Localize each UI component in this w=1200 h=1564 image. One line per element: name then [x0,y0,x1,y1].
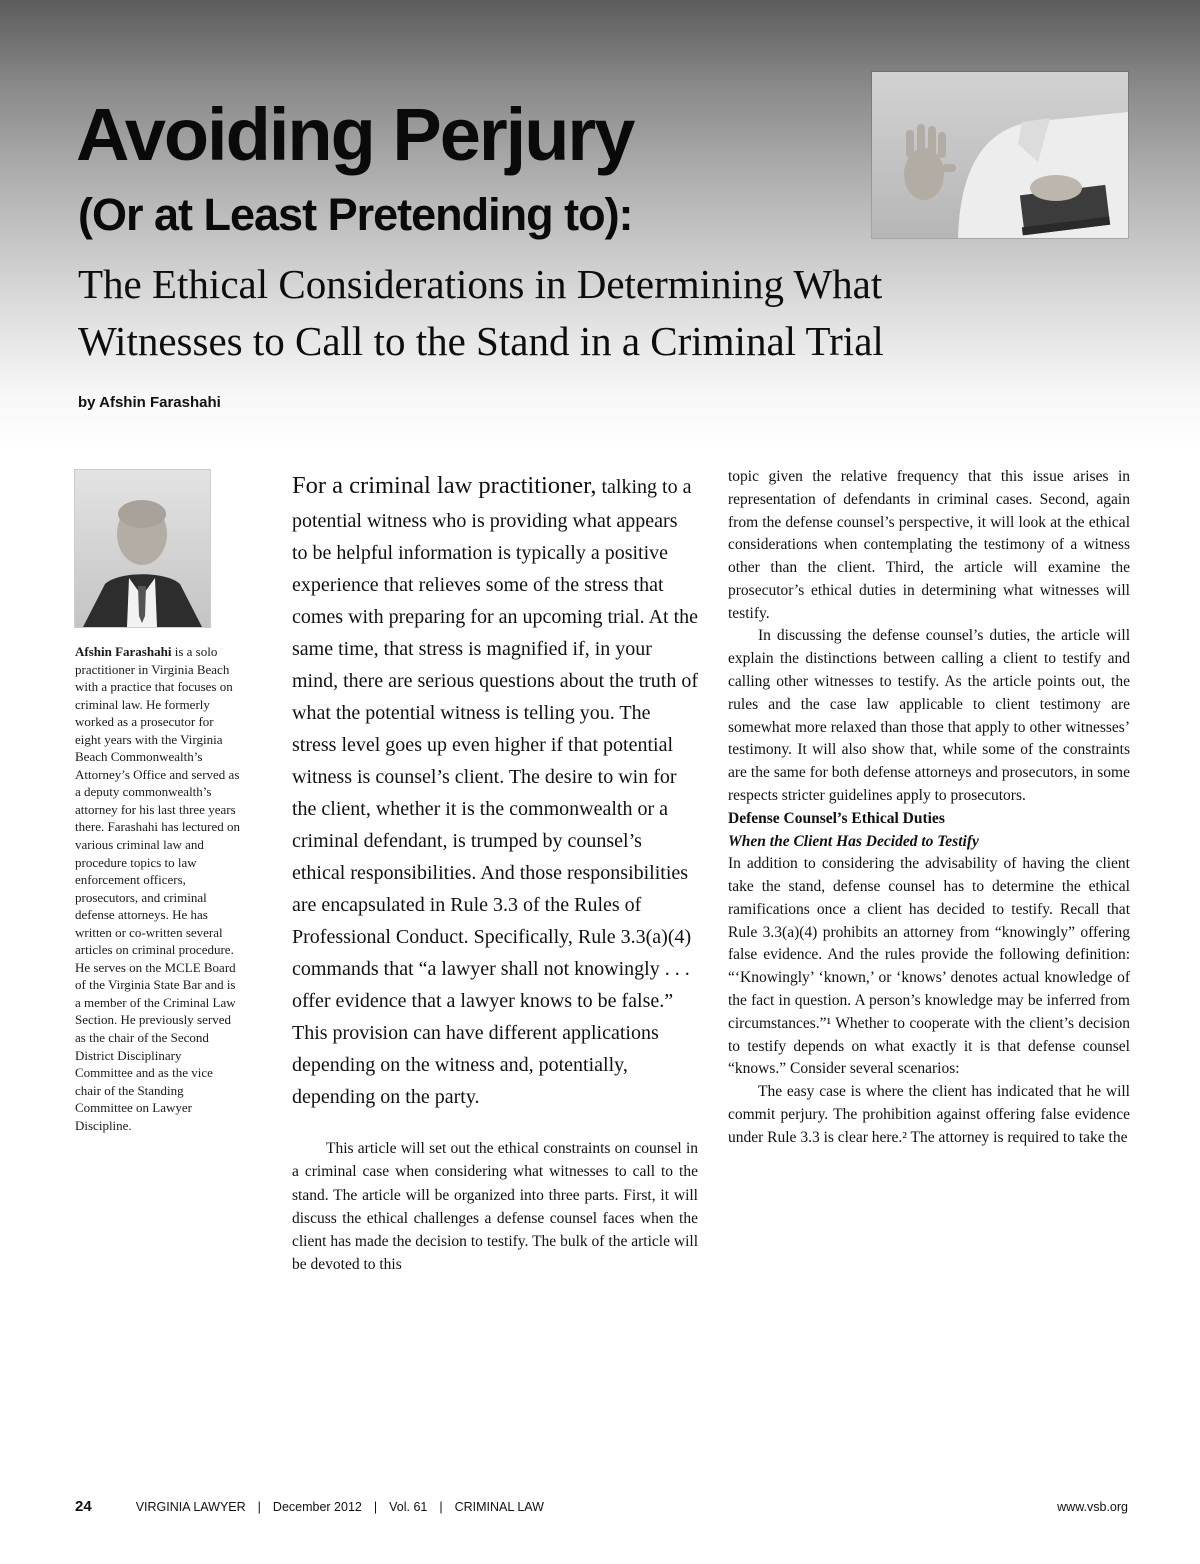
author-bio-text: is a solo practitioner in Virginia Beach with a practice that focuses on criminal law. He formerly worked as a prosecutor for eight years with the Virginia Beach Commonwealth’s Attorney’s Office and served as a deputy commonwealth’s attorney for his last three years there. Farashahi has lectured on various criminal law and procedure topics to law enforcement officers, prosecutors, and criminal defense attorneys. He has written or co-written several articles on criminal procedure. He serves on the MCLE Board of the Virginia State Bar and is a member of the Criminal Law Section. He previously served as the chair of the Second District Disciplinary Committee and as the vice chair of the Standing Committee on Lawyer Discipline. [75,644,240,1133]
author-name: Afshin Farashahi [75,644,172,659]
page-footer [75,1498,1128,1515]
article-column-1 [292,466,698,1277]
footer-date: December 2012 [272,1500,362,1514]
article-opening-paragraph [292,466,698,1113]
header-band [0,0,1200,448]
sub-heading: When the Client Has Decided to Testify [728,832,979,850]
byline: by Afshin Farashahi [78,394,221,411]
headline-line-1: The Ethical Considerations in Determining What [78,261,883,307]
article-paragraph-1: talking to a potential witness who is providing what appears to be helpful information is typically a positive experience that relieves some of the stress that comes with preparing for an upcoming trial. At the same time, that stress is magnified if, in your mind, there are serious questions about the truth of what the potential witness is telling you. The stress level goes up even higher if that potential witness is counsel’s client. The desire to win for the client, whether it is the commonwealth or a criminal defendant, is trumped by counsel’s ethical responsibilities. And those responsibilities are encapsulated in Rule 3.3 of the Rules of Professional Conduct. Specifically, Rule 3.3(a)(4) commands that “a lawyer shall not knowingly . . . offer evidence that a lawyer knows to be false.” This provision can have different applications depending on the witness and, potentially, depending on the party. [292,476,699,1109]
footer-separator: | [373,1500,378,1514]
article-paragraph-6: The easy case is where the client has indicated that he will commit perjury. The prohibition against offering false evidence under Rule 3.3 is clear here.² The attorney is required to take the [728,1083,1130,1146]
footer-separator: | [439,1500,443,1514]
headline [78,256,1058,369]
footer-website: www.vsb.org [1057,1500,1128,1514]
footer-journal: VIRGINIA LAWYER [135,1500,246,1514]
footer-volume: Vol. 61 [389,1500,428,1514]
article-paragraph-4: In discussing the defense counsel’s duties, the article will explain the distinctions between calling a client to testify and calling other witnesses to testify. As the article points out, the rules and the case law applicable to client testimony are somewhat more relaxed than those that apply to other witnesses’ testimony. It will also show that, while some of the constraints are the same for both defense attorneys and prosecutors, in some respects stricter guidelines apply to prosecutors. [728,627,1130,804]
page-subtitle: (Or at Least Pretending to): [78,189,633,240]
section-heading: Defense Counsel’s Ethical Duties [728,809,945,827]
author-photo [75,470,210,627]
footer-section: CRIMINAL LAW [454,1500,544,1514]
footer-separator: | [257,1500,261,1514]
article-column-2 [728,466,1130,1149]
author-bio [75,643,241,1134]
footer-left [75,1498,544,1515]
article-lead-phrase: For a criminal law practitioner, [292,472,597,499]
headline-line-2: Witnesses to Call to the Stand in a Criminal Trial [78,317,884,364]
article-paragraph-2: This article will set out the ethical constraints on counsel in a criminal case when considering what witnesses to call to the stand. The article will be organized into three parts. First, it will discuss the ethical challenges a defense counsel faces when the client has made the decision to testify. The bulk of the article will be devoted to this [292,1140,698,1274]
page-title: Avoiding Perjury [76,93,634,176]
oath-photo-graphic [872,72,1128,238]
author-column [75,470,241,1147]
oath-photo [872,72,1128,238]
page-number: 24 [75,1498,92,1515]
article-paragraph-5: In addition to considering the advisability of having the client take the stand, defense counsel has to determine the ethical ramifications once a client has decided to testify. Recall that Rule 3.3(a)(4) prohibits an attorney from “knowingly” offering false evidence. And the rules provide the following definition: “‘Knowingly’ ‘known,’ or ‘knows’ denotes actual knowledge of the fact in question. A person’s knowledge may be inferred from circumstances.”¹ Whether to cooperate with the client’s decision to testify depends on what exactly it is that defense counsel “knows.” Consider several scenarios: [728,855,1130,1078]
article-paragraph-3: topic given the relative frequency that this issue arises in representation of defendants in criminal cases. Second, again from the defense counsel’s perspective, it will look at the ethical considerations when contemplating the testimony of a witness other than the client. Third, the article will examine the prosecutor’s ethical duties in determining what witnesses will testify. [728,468,1130,622]
